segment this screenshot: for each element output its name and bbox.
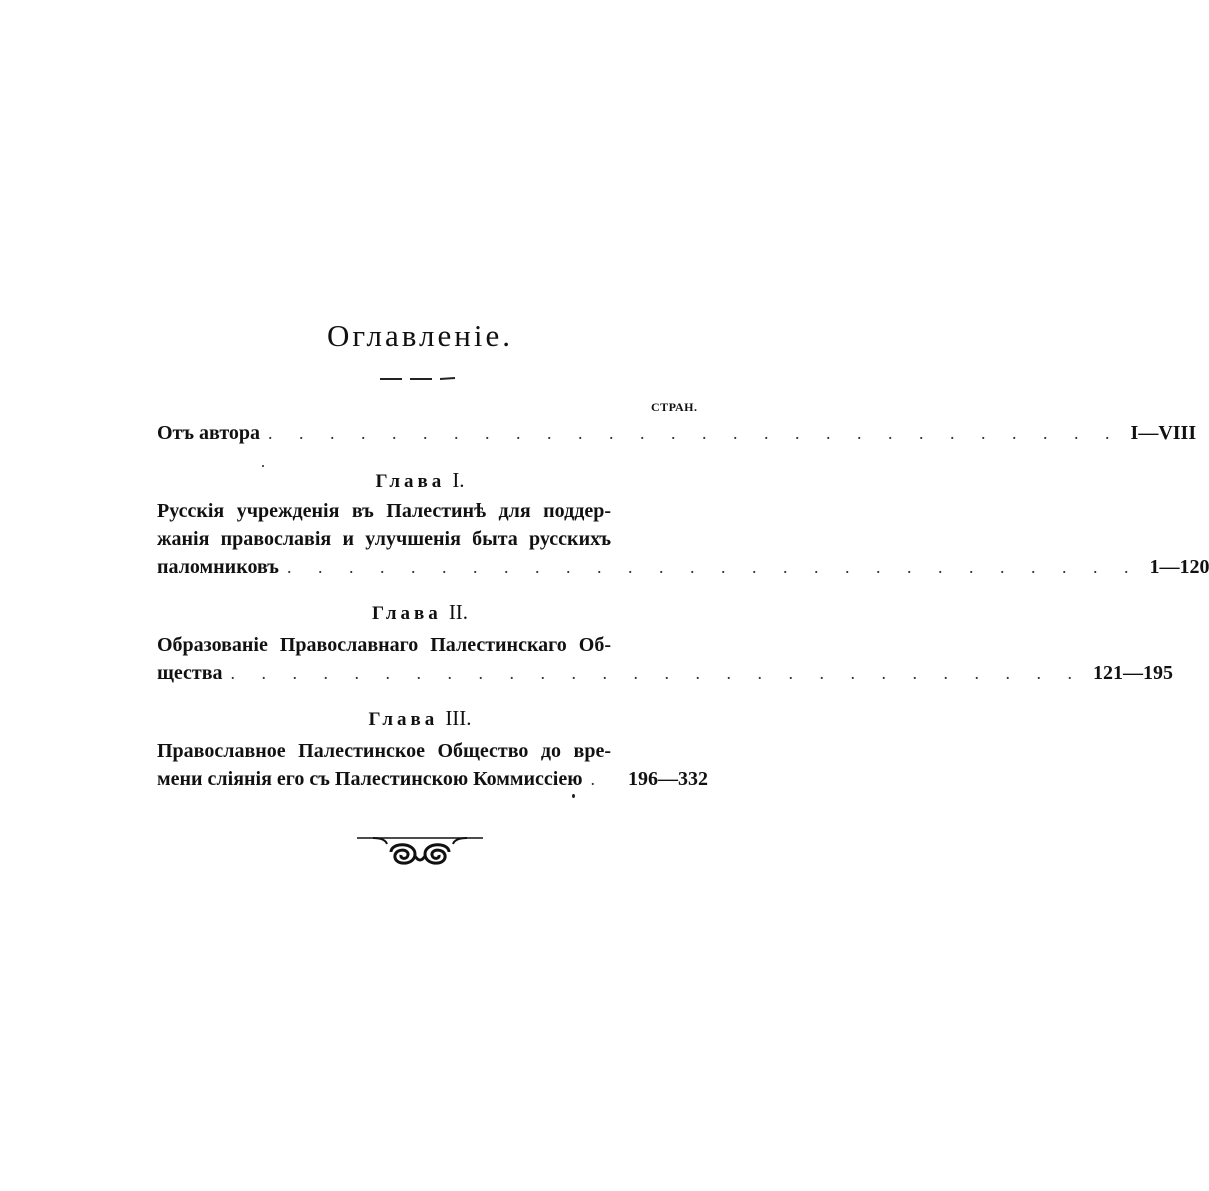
chapter-2-text-line-1: Образованіе Православнаго Палестинскаго Об- xyxy=(157,634,611,656)
dot-leader: . xyxy=(590,769,598,789)
print-speck xyxy=(572,794,575,798)
dot-leader: . . . . . . . . . . . . . . . . . . . . . . . . . . . . xyxy=(230,663,1084,683)
toc-entry-chapter-2[interactable] xyxy=(157,662,1174,685)
chapter-1-text-line-2: жанія православія и улучшенія быта русскихъ xyxy=(157,528,611,550)
dot-leader: . . . . . . . . . . . . . . . . . . . . . . . . . . . . xyxy=(286,557,1140,577)
toc-entry-chapter-3[interactable] xyxy=(157,768,708,791)
chapter-number: II. xyxy=(448,600,469,624)
dash-rule xyxy=(380,376,460,382)
chapter-word: Глава xyxy=(371,603,442,624)
chapter-heading-3 xyxy=(0,706,840,731)
toc-entry-pages: 121—195 xyxy=(1093,662,1174,684)
chapter-heading-2 xyxy=(0,600,840,625)
scroll-ornament-icon xyxy=(355,828,485,876)
toc-entry-label: щества xyxy=(157,662,223,684)
chapter-number: III. xyxy=(445,706,472,730)
toc-entry-label: паломниковъ xyxy=(157,556,279,578)
chapter-1-text-line-1: Русскія учрежденія въ Палестинѣ для поддер- xyxy=(157,500,611,522)
toc-entry-label: мени сліянія его съ Палестинскою Коммиссіею xyxy=(157,768,583,790)
toc-entry-chapter-1[interactable] xyxy=(157,556,1209,579)
chapter-word: Глава xyxy=(368,709,439,730)
toc-entry-author[interactable] xyxy=(157,422,1197,445)
chapter-word: Глава xyxy=(375,471,446,492)
page-title: Оглавленіе. xyxy=(327,318,513,353)
pages-column-header: СТРАН. xyxy=(651,400,698,414)
chapter-heading-1 xyxy=(0,468,840,493)
chapter-3-text-line-1: Православное Палестинское Общество до вре- xyxy=(157,740,611,762)
toc-entry-label: Отъ автора xyxy=(157,422,261,444)
print-speck xyxy=(262,465,264,467)
dot-leader: . . . . . . . . . . . . . . . . . . . . . . . . . . . . xyxy=(268,423,1121,443)
toc-entry-pages: I—VIII xyxy=(1130,422,1197,444)
chapter-number: I. xyxy=(452,468,465,492)
toc-entry-pages: 1—120 xyxy=(1149,556,1209,578)
toc-entry-pages: 196—332 xyxy=(628,768,708,790)
